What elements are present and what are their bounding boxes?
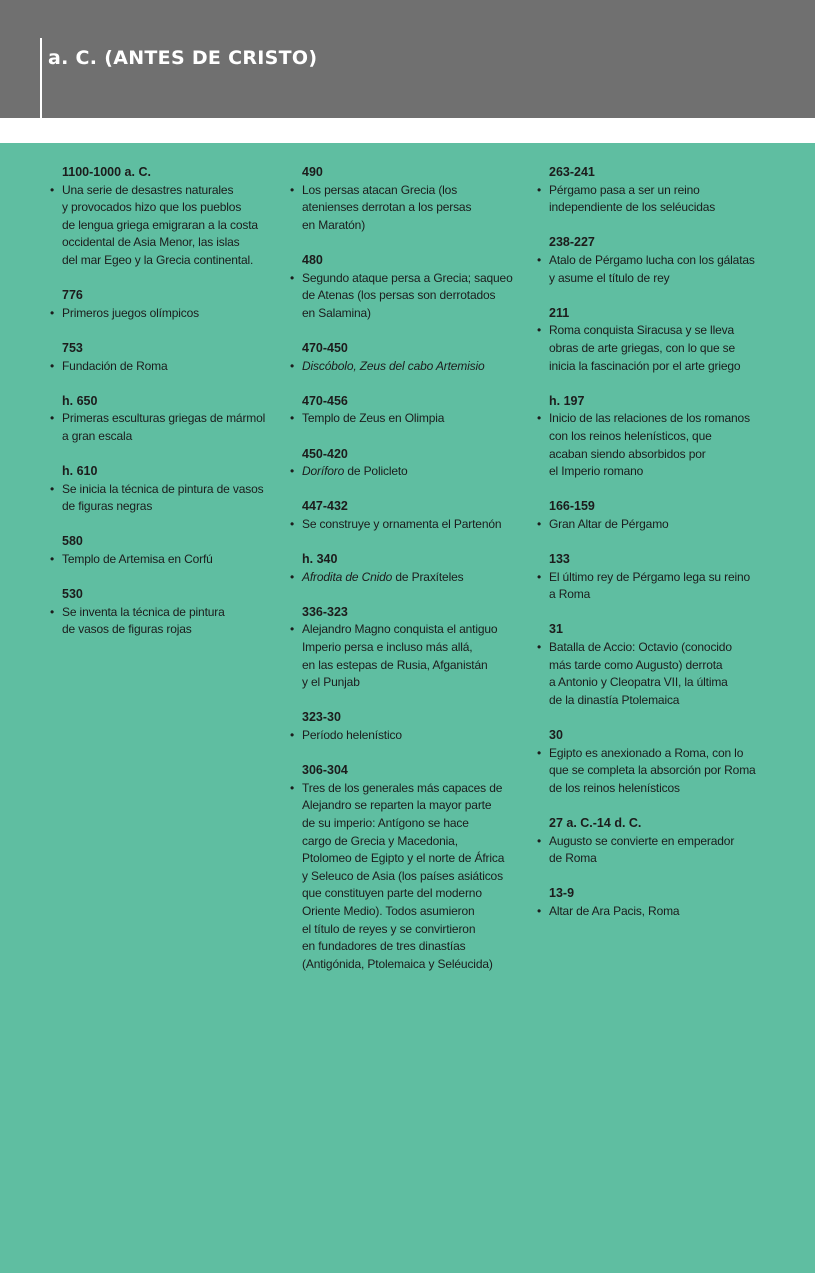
bullet-icon: •: [50, 552, 55, 567]
timeline-entry: [290, 551, 527, 586]
entry-text: de Policleto: [344, 464, 408, 479]
entry-text: Tres de los generales más capaces de Alejandro se reparten la mayor parte de su imperio: Antígono se hace cargo de Grecia y Macedonia, Ptolomeo de Egipto y el norte de África y Seleuco de Asia (los países asiáticos que constituyen parte del moderno Oriente Medio). Todos asumieron el título de reyes y se convirtieron en fundadores de tres dinastías (Antigónida, Ptolemaica y Seléucida): [302, 780, 505, 971]
entry-description: [537, 569, 779, 604]
entry-description: [537, 322, 779, 375]
timeline-entry: [50, 586, 287, 639]
entry-description: [537, 903, 779, 921]
entry-description: [50, 551, 287, 569]
entry-text: Alejandro Magno conquista el antiguo Imperio persa e incluso más allá, en las estepas de Rusia, Afganistán y el Punjab: [302, 622, 498, 690]
bullet-icon: •: [50, 604, 55, 619]
entry-description: [537, 516, 779, 534]
bullet-icon: •: [537, 182, 542, 197]
timeline-entry: [290, 604, 527, 692]
entry-text: de Praxíteles: [392, 569, 464, 584]
bullet-icon: •: [50, 481, 55, 496]
bullet-icon: •: [290, 516, 295, 531]
timeline-entry: [290, 762, 527, 973]
timeline-entry: [50, 463, 287, 516]
entry-description: [537, 410, 779, 480]
entry-date: 470-456: [302, 393, 348, 408]
timeline-entry: [537, 727, 779, 797]
timeline-entry: [50, 164, 287, 270]
entry-date: h. 197: [549, 393, 585, 408]
entry-date: 238-227: [549, 235, 595, 250]
entry-date: 480: [302, 252, 323, 267]
entry-date: 447-432: [302, 499, 348, 514]
entry-text: Augusto se convierte en emperador de Roma: [549, 833, 735, 866]
timeline-entry: [50, 287, 287, 322]
bullet-icon: •: [290, 464, 295, 479]
entry-description: [537, 833, 779, 868]
timeline-entry: [537, 164, 779, 217]
timeline-entry: [290, 340, 527, 375]
page-title: a. C. (ANTES DE CRISTO): [48, 47, 318, 69]
entry-date: 133: [549, 552, 570, 567]
entry-text: Una serie de desastres naturales y provocados hizo que los pueblos de lengua griega emigraran a la costa occidental de Asia Menor, las islas del mar Egeo y la Grecia continental.: [62, 182, 258, 267]
timeline-entry: [537, 393, 779, 481]
entry-date: 530: [62, 587, 83, 602]
entry-description: [290, 182, 527, 235]
entry-text: Roma conquista Siracusa y se lleva obras de arte griegas, con lo que se inicia la fascinación por el arte griego: [549, 323, 741, 373]
entry-description: [50, 481, 287, 516]
entry-description: [537, 252, 779, 287]
entry-date: h. 610: [62, 464, 98, 479]
timeline-entry: [537, 498, 779, 533]
entry-description: [537, 182, 779, 217]
entry-date: 776: [62, 288, 83, 303]
entry-text: Gran Altar de Pérgamo: [549, 516, 669, 531]
timeline-entry: [537, 815, 779, 868]
entry-date: 470-450: [302, 340, 348, 355]
entry-date: 211: [549, 305, 570, 320]
bullet-icon: •: [537, 411, 542, 426]
entry-date: h. 340: [302, 552, 338, 567]
timeline-entry: [537, 551, 779, 604]
entry-date: 1100-1000 a. C.: [62, 165, 151, 179]
bullet-icon: •: [537, 323, 542, 338]
timeline-column-1: [50, 164, 287, 657]
bullet-icon: •: [290, 728, 295, 742]
entry-description: [537, 639, 779, 709]
timeline-column-2: [290, 164, 527, 991]
timeline-entry: [50, 393, 287, 446]
timeline-entry: [50, 340, 287, 375]
timeline-entry: [290, 709, 527, 744]
entry-description: [290, 463, 527, 481]
entry-date: 336-323: [302, 604, 348, 619]
entry-text: Inicio de las relaciones de los romanos con los reinos helenísticos, que acaban siendo absorbidos por el Imperio romano: [549, 411, 750, 479]
entry-description: [290, 358, 527, 376]
entry-date: 450-420: [302, 446, 348, 461]
bullet-icon: •: [537, 569, 542, 584]
entry-date: 580: [62, 534, 83, 549]
entry-date: 263-241: [549, 165, 595, 179]
entry-description: [290, 727, 527, 745]
bullet-icon: •: [537, 833, 542, 848]
bullet-icon: •: [290, 411, 295, 426]
entry-description: [290, 780, 527, 974]
entry-text: Se inicia la técnica de pintura de vasos de figuras negras: [62, 481, 264, 514]
entry-date: 30: [549, 728, 563, 742]
entry-description: [50, 182, 287, 270]
bullet-icon: •: [50, 358, 55, 373]
bullet-icon: •: [290, 780, 295, 795]
bullet-icon: •: [537, 903, 542, 918]
timeline-entry: [50, 533, 287, 568]
entry-description: [290, 516, 527, 534]
entry-date: 753: [62, 340, 83, 355]
bullet-icon: •: [50, 411, 55, 426]
entry-description: [290, 569, 527, 587]
bullet-icon: •: [537, 745, 542, 760]
entry-text: Segundo ataque persa a Grecia; saqueo de Atenas (los persas son derrotados en Salamina): [302, 270, 513, 320]
entry-description: [290, 270, 527, 323]
entry-text: Egipto es anexionado a Roma, con lo que se completa la absorción por Roma de los reinos helenísticos: [549, 745, 756, 795]
entry-date: 166-159: [549, 499, 595, 514]
entry-description: [50, 604, 287, 639]
timeline-entry: [290, 446, 527, 481]
entry-text: Se inventa la técnica de pintura de vasos de figuras rojas: [62, 604, 225, 637]
entry-text: Primeros juegos olímpicos: [62, 305, 199, 320]
entry-text: Templo de Zeus en Olimpia: [302, 411, 445, 426]
bullet-icon: •: [290, 182, 295, 197]
entry-date: h. 650: [62, 393, 98, 408]
entry-date: 31: [549, 622, 563, 637]
entry-text: Templo de Artemisa en Corfú: [62, 552, 213, 567]
entry-text: Fundación de Roma: [62, 358, 168, 373]
bullet-icon: •: [50, 182, 55, 197]
timeline-entry: [537, 885, 779, 920]
entry-text: Período helenístico: [302, 728, 402, 742]
entry-text: Batalla de Accio: Octavio (conocido más tarde como Augusto) derrota a Antonio y Cleopatra VII, la última de la dinastía Ptolemaica: [549, 640, 732, 707]
timeline-entry: [290, 252, 527, 322]
bullet-icon: •: [537, 516, 542, 531]
timeline-entry: [290, 164, 527, 234]
header-vertical-rule: [40, 38, 42, 118]
timeline-entry: [290, 498, 527, 533]
entry-description: [50, 358, 287, 376]
bullet-icon: •: [50, 305, 55, 320]
bullet-icon: •: [537, 640, 542, 655]
entry-text: Se construye y ornamenta el Partenón: [302, 516, 502, 531]
bullet-icon: •: [537, 252, 542, 267]
entry-description: [537, 745, 779, 798]
entry-description: [50, 305, 287, 323]
entry-date: 323-30: [302, 710, 341, 725]
timeline-entry: [537, 305, 779, 375]
entry-text: Pérgamo pasa a ser un reino independiente de los seléucidas: [549, 182, 716, 215]
timeline-entry: [537, 621, 779, 709]
artwork-title: Afrodita de Cnido: [302, 569, 393, 584]
entry-text: El último rey de Pérgamo lega su reino a Roma: [549, 569, 751, 602]
entry-description: [50, 410, 287, 445]
artwork-title: Discóbolo, Zeus del cabo Artemisio: [302, 358, 485, 373]
timeline-entry: [290, 393, 527, 428]
entry-date: 27 a. C.-14 d. C.: [549, 815, 642, 830]
bullet-icon: •: [290, 622, 295, 637]
entry-text: Primeras esculturas griegas de mármol a gran escala: [62, 411, 266, 443]
artwork-title: Doríforo: [302, 464, 345, 479]
entry-text: Altar de Ara Pacis, Roma: [549, 903, 680, 918]
bullet-icon: •: [290, 569, 295, 584]
timeline-column-3: [537, 164, 779, 938]
entry-description: [290, 621, 527, 691]
entry-text: Atalo de Pérgamo lucha con los gálatas y asume el título de rey: [549, 252, 755, 285]
bullet-icon: •: [290, 358, 295, 373]
entry-date: 490: [302, 165, 323, 179]
entry-description: [290, 410, 527, 428]
header-bar: [0, 0, 815, 118]
timeline-entry: [537, 234, 779, 287]
entry-date: 13-9: [549, 886, 575, 901]
entry-date: 306-304: [302, 763, 348, 778]
bullet-icon: •: [290, 270, 295, 285]
entry-text: Los persas atacan Grecia (los atenienses derrotan a los persas en Maratón): [302, 182, 472, 232]
